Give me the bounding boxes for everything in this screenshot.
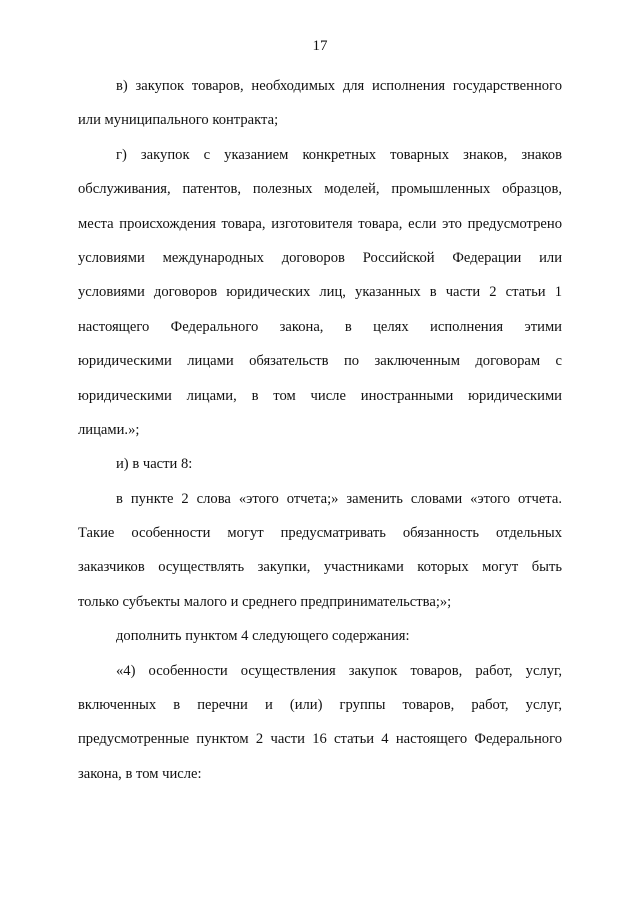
text-line: обслуживания, патентов, полезных моделей, промышленных образцов, [78, 181, 562, 198]
text-line: включенных в перечни и (или) группы товаров, работ, услуг, [78, 697, 562, 714]
text-line: только субъекты малого и среднего предпринимательства;»; [78, 593, 452, 610]
text-line: дополнить пунктом 4 следующего содержания: [116, 628, 410, 645]
text-line: закона, в том числе: [78, 765, 202, 782]
text-line: «4) особенности осуществления закупок товаров, работ, услуг, [116, 662, 562, 679]
text-line: места происхождения товара, изготовителя товара, если это предусмотрено [78, 215, 562, 232]
text-line: или муниципального контракта; [78, 112, 279, 129]
text-line: в пункте 2 слова «этого отчета;» заменить словами «этого отчета. [116, 490, 562, 507]
text-line: предусмотренные пунктом 2 части 16 статьи 4 настоящего Федерального [78, 731, 562, 748]
page-number: 17 [312, 38, 328, 54]
text-line: условиями международных договоров Российской Федерации или [78, 249, 562, 266]
text-line: юридическими лицами обязательств по заключенным договорам с [78, 353, 562, 370]
text-line: в) закупок товаров, необходимых для исполнения государственного [116, 78, 562, 94]
text-line: настоящего Федерального закона, в целях исполнения этими [78, 318, 562, 335]
text-line: юридическими лицами, в том числе иностранными юридическими [78, 387, 562, 404]
text-line: и) в части 8: [116, 456, 193, 473]
text-line: г) закупок с указанием конкретных товарных знаков, знаков [116, 146, 562, 163]
text-line: заказчиков осуществлять закупки, участниками которых могут быть [78, 559, 562, 576]
document-body [78, 69, 562, 791]
text-line: условиями договоров юридических лиц, указанных в части 2 статьи 1 [78, 284, 562, 301]
text-line: Такие особенности могут предусматривать обязанность отдельных [78, 525, 562, 542]
text-line: лицами.»; [78, 421, 140, 438]
